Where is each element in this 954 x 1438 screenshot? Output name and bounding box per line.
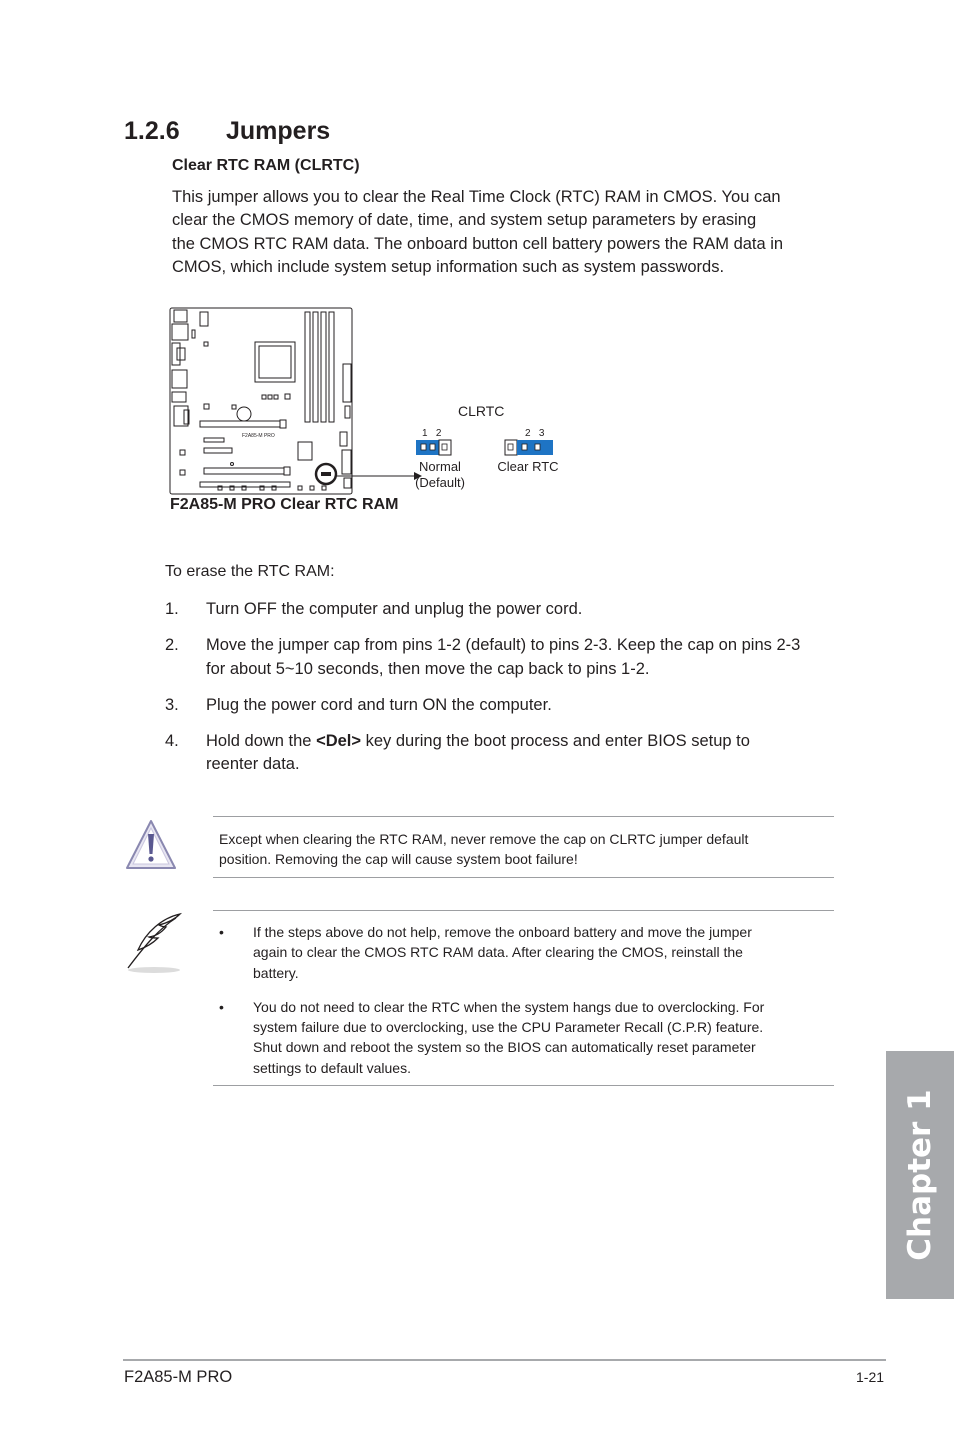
step-text: Turn OFF the computer and unplug the power cord. [206, 600, 583, 618]
step-text: reenter data. [206, 755, 300, 774]
tip-text: settings to default values. [253, 1059, 411, 1076]
subsection-title: Clear RTC RAM (CLRTC) [172, 157, 360, 174]
list-item [219, 997, 829, 1078]
bullet: • [219, 924, 224, 940]
warning-text [219, 829, 829, 869]
step-text: for about 5~10 seconds, then move the cap back to pins 1-2. [206, 659, 650, 678]
board-silkscreen-label: F2A85-M PRO [242, 433, 275, 439]
warning-line: position. Removing the cap will cause system boot failure! [219, 851, 578, 867]
jumper-name-label: CLRTC [458, 403, 505, 419]
intro-paragraph [172, 186, 832, 279]
chapter-tab [886, 1051, 954, 1299]
section-number: 1.2.6 [124, 117, 180, 145]
jumper-normal-graphic [416, 440, 451, 455]
step-number: 4. [165, 732, 179, 751]
list-item [165, 694, 835, 717]
key-del: <Del> [316, 732, 362, 751]
section-title: Jumpers [226, 117, 331, 145]
chapter-label: Chapter 1 [902, 1089, 938, 1261]
intro-line: the CMOS RTC RAM data. The onboard button cell battery powers the RAM data in [172, 234, 784, 253]
warning-triangle-icon [124, 818, 178, 872]
bullet: • [219, 998, 224, 1015]
intro-line: clear the CMOS memory of date, time, and system setup parameters by erasing [172, 211, 757, 230]
tip-text: system failure due to overclocking, use the CPU Parameter Recall (C.P.R) feature. [253, 1019, 764, 1036]
battery-icon [316, 464, 336, 484]
tip-text: battery. [253, 964, 299, 981]
tip-text: again to clear the CMOS RTC RAM data. After clearing the CMOS, reinstall the [253, 944, 743, 961]
tips-list [219, 922, 829, 1092]
step-number: 2. [165, 636, 179, 655]
erase-intro: To erase the RTC RAM: [165, 563, 335, 580]
step-text: Plug the power cord and turn ON the computer. [206, 695, 552, 714]
clear-pin-numbers: 2 3 [525, 428, 545, 439]
step-text [206, 730, 835, 753]
diagram-caption: F2A85-M PRO Clear RTC RAM [170, 496, 399, 513]
section-heading [124, 117, 330, 146]
clear-rtc-label: Clear RTC [497, 459, 559, 474]
step-text-pre: Hold down the [206, 732, 317, 751]
motherboard-outline [170, 308, 352, 494]
normal-label: Normal [419, 459, 461, 474]
normal-default-label: (Default) [415, 475, 465, 490]
intro-line: This jumper allows you to clear the Real Time Clock (RTC) RAM in CMOS. You can [172, 188, 781, 206]
footer-model: F2A85-M PRO [124, 1368, 233, 1386]
intro-line: CMOS, which include system setup information such as system passwords. [172, 257, 725, 276]
list-item [165, 730, 835, 777]
list-item [165, 598, 835, 621]
tip-text: Shut down and reboot the system so the BIOS can automatically reset parameter [253, 1039, 756, 1056]
normal-pin-numbers: 1 2 [422, 428, 442, 439]
steps-list [165, 598, 835, 790]
tip-text: If the steps above do not help, remove the onboard battery and move the jumper [253, 924, 752, 940]
jumper-clear-graphic [505, 440, 553, 455]
footer-divider [123, 1359, 886, 1361]
list-item [219, 922, 829, 983]
step-number: 1. [165, 600, 179, 618]
list-item [165, 634, 835, 681]
step-number: 3. [165, 695, 179, 714]
feather-pen-icon [122, 910, 186, 976]
page-number: 1-21 [856, 1369, 885, 1385]
arrow-icon [336, 472, 422, 480]
warning-line: Except when clearing the RTC RAM, never remove the cap on CLRTC jumper default [219, 831, 749, 847]
step-text-post: key during the boot process and enter BIOS setup to [361, 732, 750, 751]
tip-text: You do not need to clear the RTC when the system hangs due to overclocking. For [253, 998, 765, 1015]
step-text: Move the jumper cap from pins 1-2 (default) to pins 2-3. Keep the cap on pins 2-3 [206, 636, 801, 655]
